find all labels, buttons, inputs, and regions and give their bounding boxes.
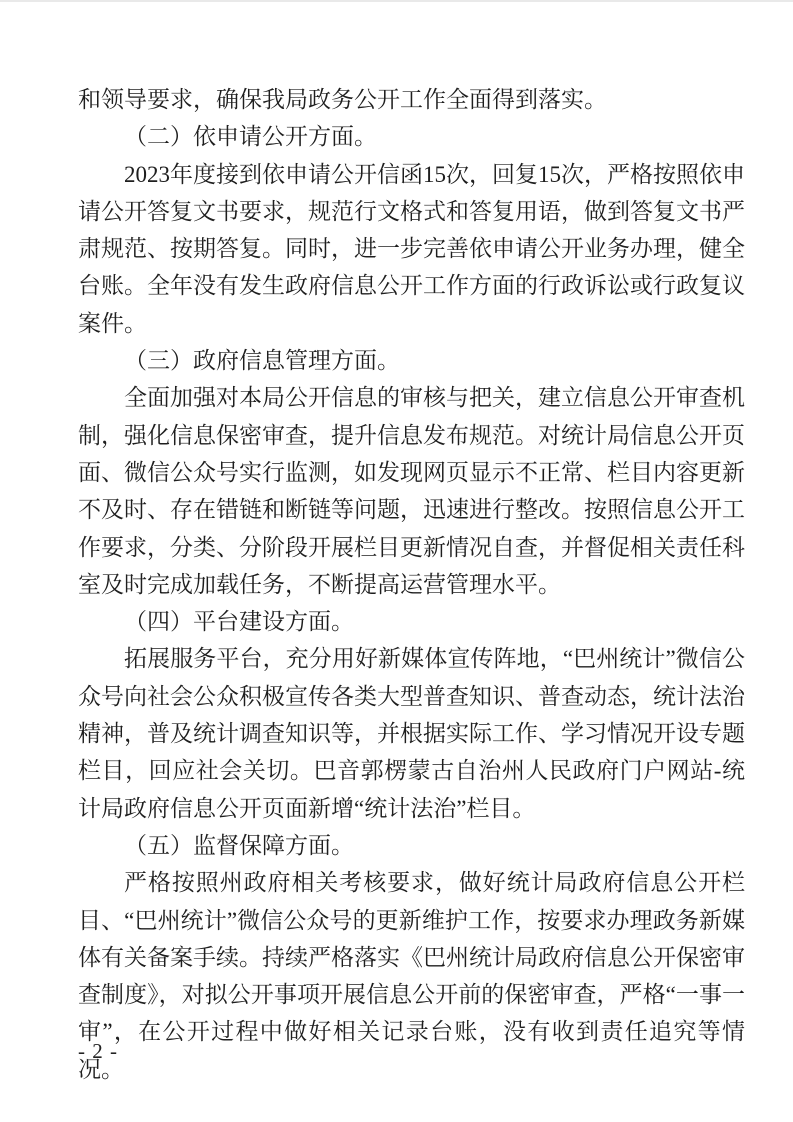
section-heading-4: （四）平台建设方面。 <box>124 609 354 635</box>
scan-edge-artifact <box>0 0 793 2</box>
section-heading-3: （三）政府信息管理方面。 <box>124 348 400 374</box>
page-number: - 2 - <box>78 1039 118 1063</box>
paragraph-continuation: 和领导要求，确保我局政务公开工作全面得到落实。 <box>78 87 607 112</box>
section-heading-5: （五）监督保障方面。 <box>124 832 354 858</box>
paragraph-section-5: 严格按照州政府相关考核要求，做好统计局政府信息公开栏目、“巴州统计”微信公众号的更新维护工作，按要求办理政务新媒体有关备案手续。持续严格落实《巴州统计局政府信息公开保密审查制度》，对拟公开事项开展信息公开前的保密审查，严格“一事一审”，在公开过程中做好相关记录台账，没有收到责任追究等情况。 <box>78 870 745 1082</box>
paragraph-section-3: 全面加强对本局公开信息的审核与把关，建立信息公开审查机制，强化信息保密审查，提升信息发布规范。对统计局信息公开页面、微信公众号实行监测，如发现网页显示不正常、栏目内容更新不及时、存在错链和断链等问题，迅速进行整改。按照信息公开工作要求，分类、分阶段开展栏目更新情况自查，并督促相关责任科室及时完成加载任务，不断提高运营管理水平。 <box>78 385 745 597</box>
document-page <box>78 81 745 1088</box>
paragraph-section-2: 2023年度接到依申请公开信函15次，回复15次，严格按照依申请公开答复文书要求，规范行文格式和答复用语，做到答复文书严肃规范、按期答复。同时，进一步完善依申请公开业务办理，健全台账。全年没有发生政府信息公开工作方面的行政诉讼或行政复议案件。 <box>78 161 745 336</box>
paragraph-section-4: 拓展服务平台，充分用好新媒体宣传阵地，“巴州统计”微信公众号向社会公众积极宣传各类大型普查知识、普查动态，统计法治精神，普及统计调查知识等，并根据实际工作、学习情况开设专题栏目，回应社会关切。巴音郭楞蒙古自治州人民政府门户网站-统计局政府信息公开页面新增“统计法治”栏目。 <box>78 646 745 821</box>
section-heading-2: （二）依申请公开方面。 <box>124 124 377 150</box>
